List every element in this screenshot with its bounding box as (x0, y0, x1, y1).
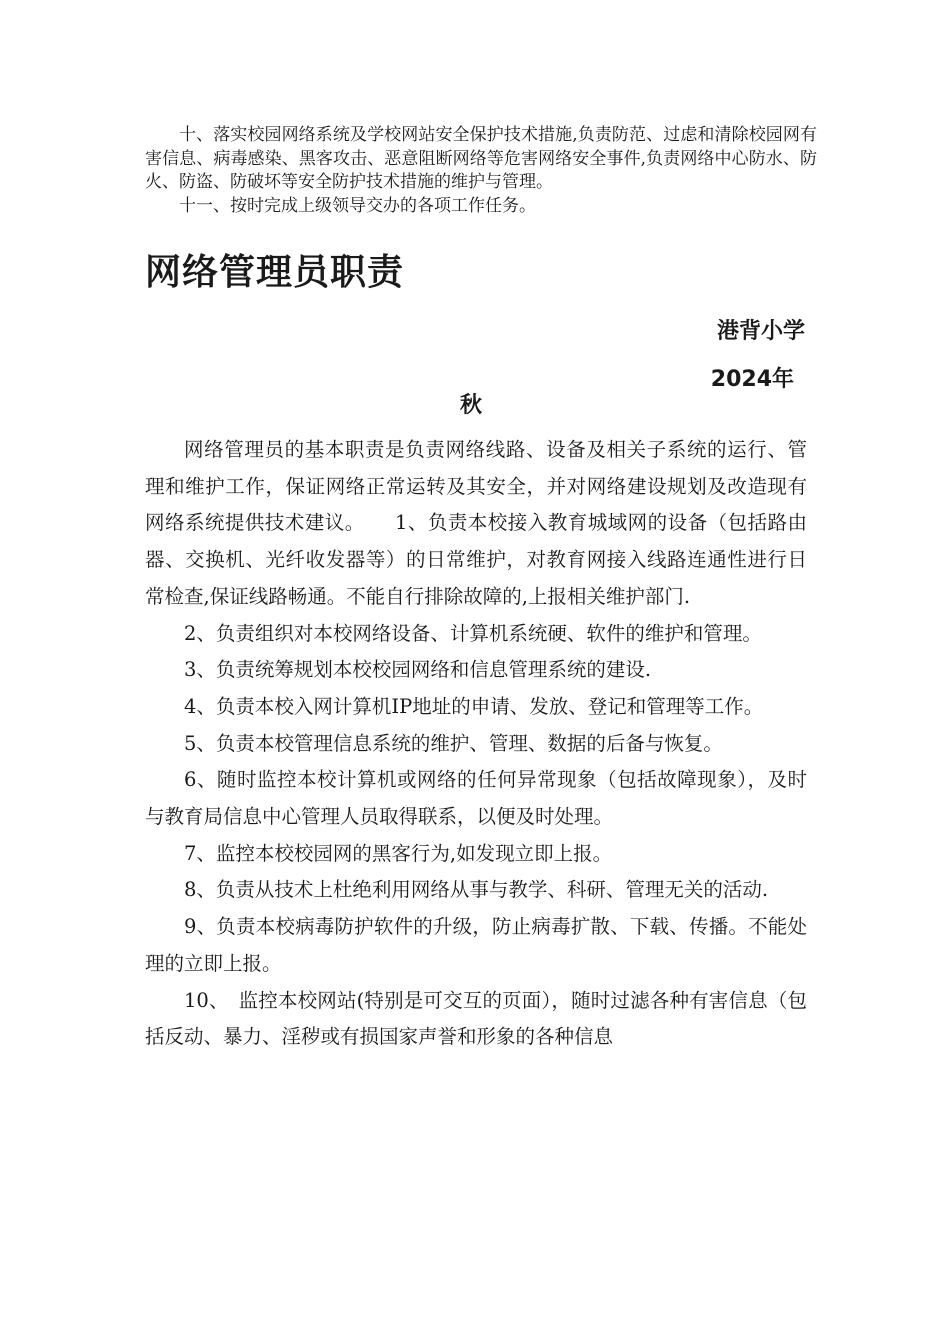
duty-item-2: 2、负责组织对本校网络设备、计算机系统硬、软件的维护和管理。 (184, 621, 762, 645)
intro-paragraph: 网络管理员的基本职责是负责网络线路、设备及相关子系统的运行、管理和维护工作，保证网络正常运转及其安全，并对网络建设规划及改造现有网络系统提供技术建议。 1、负责本校接入教育城域网的设备（包括路由器、交换机、光纤收发器等）的日常维护，对教育网接入线路连通性进行日常检查,保证线路畅通。不能自行排除故障的,上报相关维护部门. (145, 438, 807, 608)
duty-item-6: 6、随时监控本校计算机或网络的任何异常现象（包括故障现象），及时与教育局信息中心管理人员取得联系，以便及时处理。 (145, 768, 807, 829)
duty-item-10: 10、 监控本校网站(特别是可交互的页面），随时过滤各种有害信息（包括反动、暴力、淫秽或有损国家声誉和形象的各种信息 (145, 988, 807, 1049)
year-label: 2024年 (710, 367, 794, 392)
duty-item-9: 9、负责本校病毒防护软件的升级，防止病毒扩散、下载、传播。不能处理的立即上报。 (145, 915, 807, 975)
duty-item-8: 8、负责从技术上杜绝利用网络从事与教学、科研、管理无关的活动. (184, 878, 769, 902)
duty-item-7: 7、监控本校校园网的黑客行为,如发现立即上报。 (184, 841, 613, 865)
duty-item-3: 3、负责统筹规划本校校园网络和信息管理系统的建设. (184, 658, 652, 682)
duties-body (145, 432, 807, 1056)
paragraph-item-10: 十、落实校园网络系统及学校网站安全保护技术措施,负责防范、过虑和清除校园网有害信息、病毒感染、黑客攻击、恶意阻断网络等危害网络安全事件,负责网络中心防水、防火、防盗、防破坏等安全防护技术措施的维护与管理。 (145, 125, 817, 192)
season-label: 秋 (460, 393, 483, 418)
paragraph-item-11: 十一、按时完成上级领导交办的各项工作任务。 (179, 195, 536, 216)
duty-item-4: 4、负责本校入网计算机IP地址的申请、发放、登记和管理等工作。 (184, 694, 764, 718)
previous-section-continuation (145, 124, 817, 218)
page-title: 网络管理员职责 (145, 252, 405, 293)
school-name: 港背小学 (716, 319, 805, 344)
duty-item-5: 5、负责本校管理信息系统的维护、管理、数据的后备与恢复。 (184, 731, 723, 755)
